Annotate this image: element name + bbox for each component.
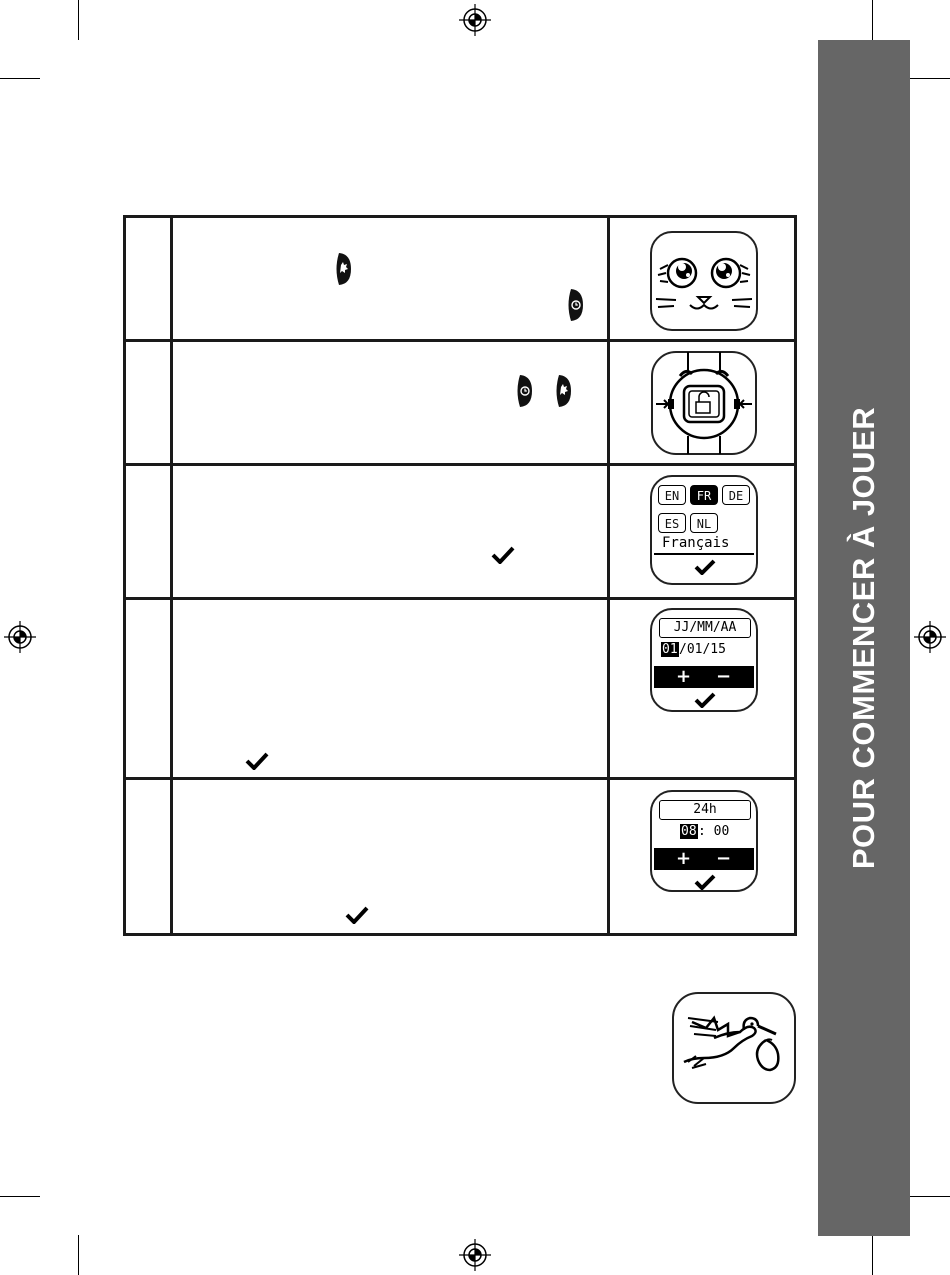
clock-button-icon [514,374,534,408]
registration-mark-icon [458,3,492,37]
crop-mark [872,1235,873,1275]
adjust-bar [654,848,754,870]
cat-face-icon [652,233,756,329]
step-4-text [173,600,606,777]
step-2-screen-cell [610,342,794,463]
language-option-nl[interactable]: NL [690,513,718,533]
step-5-screen-cell [610,780,794,933]
stork-screen [672,992,796,1104]
step-2-text [173,342,606,463]
date-day-value: 01 [662,642,678,657]
date-screen [650,608,758,712]
minus-button[interactable]: − [716,666,732,687]
adjust-bar [654,666,754,688]
plus-button[interactable]: + [676,666,692,687]
checkmark-icon [491,546,515,564]
language-option-fr[interactable]: FR [690,485,718,505]
confirm-checkmark-icon[interactable] [694,559,716,575]
minus-button[interactable]: − [716,848,732,869]
date-format-label: JJ/MM/AA [659,618,751,638]
crop-mark [0,78,40,79]
language-name: Français [662,535,730,551]
crop-mark [910,1196,950,1197]
step-3-screen-cell [610,466,794,597]
step-5-text [173,780,606,933]
language-option-es[interactable]: ES [658,513,686,533]
checkmark-icon [345,906,369,924]
cat-button-icon [333,252,353,286]
lcd-divider [654,553,754,555]
checkmark-icon [245,752,269,770]
registration-mark-icon [458,1238,492,1272]
time-screen [650,790,758,892]
crop-mark [78,0,79,40]
step-4-screen-cell [610,600,794,777]
cat-button-icon [553,374,573,408]
step-1-screen-cell [610,218,794,339]
confirm-checkmark-icon[interactable] [694,692,716,708]
registration-mark-icon [913,620,947,654]
cat-face-screen [650,231,758,331]
registration-mark-icon [3,620,37,654]
confirm-checkmark-icon[interactable] [694,874,716,890]
crop-mark [0,1196,40,1197]
language-option-en[interactable]: EN [658,485,686,505]
crop-mark [872,0,873,40]
time-rest-value: : 00 [698,824,730,839]
time-format-label: 24h [659,800,751,820]
stork-icon [674,994,794,1102]
unlock-watch-icon [646,350,762,456]
step-3-text [173,466,606,597]
crop-mark [910,78,950,79]
language-screen [650,475,758,585]
language-option-de[interactable]: DE [722,485,750,505]
date-rest-value: /01/15 [679,642,726,657]
plus-button[interactable]: + [676,848,692,869]
step-1-text [173,218,606,339]
crop-mark [78,1235,79,1275]
clock-button-icon [565,288,585,322]
steps-table [123,215,797,936]
section-title: POUR COMMENCER À JOUER [846,406,881,870]
time-hour-value: 08 [681,824,697,839]
